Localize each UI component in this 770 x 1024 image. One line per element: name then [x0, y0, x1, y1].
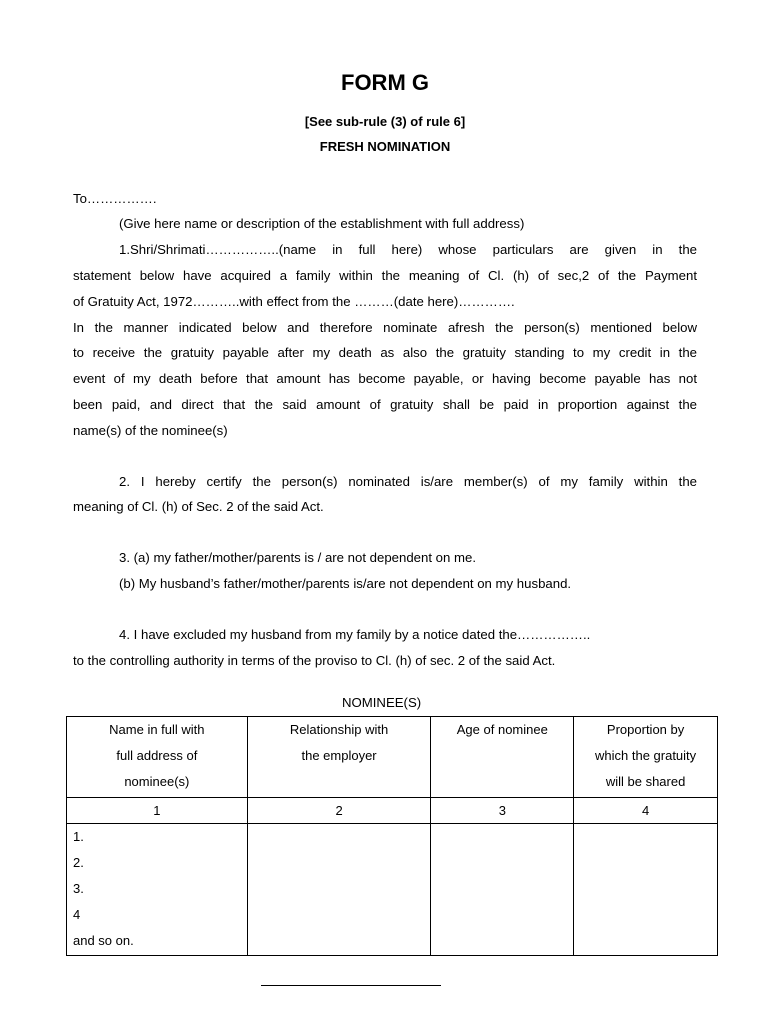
- header-relationship: [247, 717, 431, 798]
- para3-line1: 3. (a) my father/mother/parents is / are not dependent on me.: [119, 550, 476, 565]
- form-heading: FRESH NOMINATION: [319, 139, 451, 154]
- para4-line2: to the controlling authority in terms of the proviso to Cl. (h) of sec. 2 of the said Act.: [73, 653, 556, 668]
- header-text: Name in full with: [109, 722, 205, 737]
- header-name-address: [67, 717, 248, 798]
- para4-line1: 4. I have excluded my husband from my family by a notice dated the……………..: [119, 627, 591, 642]
- para1-line6: event of my death before that amount has become payable, or having become payable has not: [73, 371, 697, 386]
- header-text: Age of nominee: [456, 722, 548, 737]
- age-entries-cell[interactable]: [431, 824, 574, 956]
- establishment-instruction: (Give here name or description of the establishment with full address): [119, 216, 525, 231]
- para1-line7: been paid, and direct that the said amount of gratuity shall be paid in proportion against the: [73, 397, 697, 412]
- para2-line1: 2. I hereby certify the person(s) nominated is/are member(s) of my family within the: [119, 474, 697, 489]
- header-proportion: [574, 717, 718, 798]
- row-label: 1.: [73, 829, 84, 844]
- header-text: full address of: [116, 748, 198, 763]
- to-line: To…………….: [73, 191, 157, 206]
- table-header-row: [67, 717, 718, 798]
- nominee-entries-cell: [67, 824, 248, 956]
- form-title: FORM G: [341, 70, 429, 95]
- para1-line5: to receive the gratuity payable after my death as also the gratuity standing to my credit in the: [73, 345, 697, 360]
- para1-line8: name(s) of the nominee(s): [73, 423, 228, 438]
- para1-line2: statement below have acquired a family within the meaning of Cl. (h) of sec,2 of the Payment: [73, 268, 697, 283]
- column-number: 2: [247, 798, 431, 824]
- row-label: 4: [73, 907, 81, 922]
- header-text: which the gratuity: [595, 748, 697, 763]
- relationship-entries-cell[interactable]: [247, 824, 431, 956]
- signature-line: [261, 985, 441, 986]
- header-text: the employer: [301, 748, 377, 763]
- form-subtitle: [See sub-rule (3) of rule 6]: [304, 114, 466, 129]
- header-text: Relationship with: [289, 722, 389, 737]
- header-text: nominee(s): [124, 774, 190, 789]
- table-row: [67, 824, 718, 956]
- row-label: 3.: [73, 881, 84, 896]
- column-number: 3: [431, 798, 574, 824]
- row-label: and so on.: [73, 933, 134, 948]
- para1-line3: of Gratuity Act, 1972………..with effect from the ………(date here)………….: [73, 294, 515, 309]
- row-label: 2.: [73, 855, 84, 870]
- para1-line4: In the manner indicated below and therefore nominate afresh the person(s) mentioned below: [73, 320, 697, 335]
- nominee-table: [66, 716, 718, 956]
- column-number: 4: [574, 798, 718, 824]
- header-age: [431, 717, 574, 798]
- column-number: 1: [67, 798, 248, 824]
- nominees-heading: NOMINEE(S): [342, 695, 422, 710]
- para3-line2: (b) My husband’s father/mother/parents is/are not dependent on my husband.: [119, 576, 572, 591]
- proportion-entries-cell[interactable]: [574, 824, 718, 956]
- header-text: will be shared: [605, 774, 686, 789]
- column-number-row: [67, 798, 718, 824]
- para2-line2: meaning of Cl. (h) of Sec. 2 of the said Act.: [73, 499, 324, 514]
- header-text: Proportion by: [606, 722, 685, 737]
- para1-line1: 1.Shri/Shrimati……………..(name in full here) whose particulars are given in the: [119, 242, 697, 257]
